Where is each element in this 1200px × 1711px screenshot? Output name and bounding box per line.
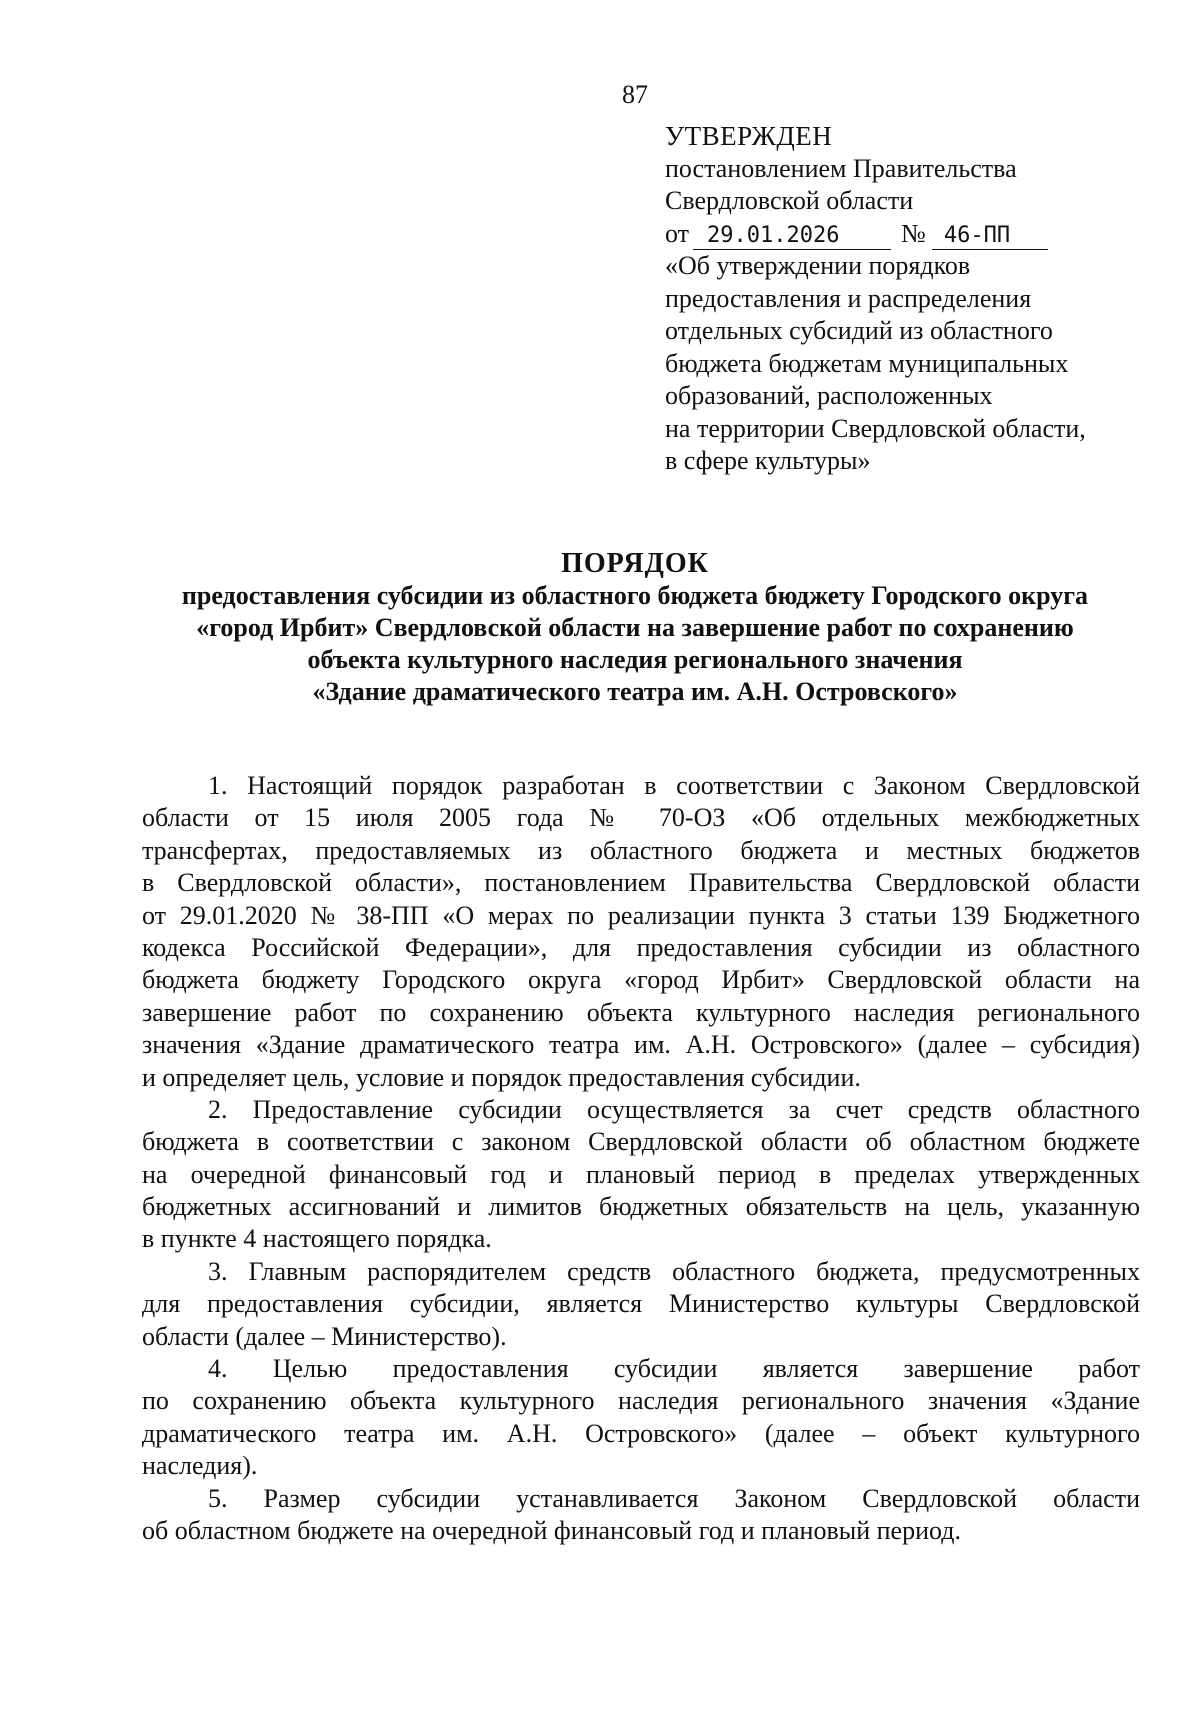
from-label: от xyxy=(665,218,690,248)
paragraph-line: бюджета в соответствии с законом Свердловской области об областном бюджете xyxy=(142,1127,1140,1157)
paragraph-line: для предоставления субсидии, является Министерство культуры Свердловской xyxy=(142,1289,1140,1319)
paragraph-line: значения «Здание драматического театра им. А.Н. Островского» (далее – субсидия) xyxy=(142,1030,1140,1060)
paragraph-line: области от 15 июля 2005 года № 70-ОЗ «Об отдельных межбюджетных xyxy=(142,803,1140,833)
paragraph-line: 5. Размер субсидии устанавливается Законом Свердловской области xyxy=(208,1483,1140,1513)
subject-line: бюджета бюджетам муниципальных xyxy=(665,348,1069,378)
paragraph-line: в Свердловской области», постановлением Правительства Свердловской области xyxy=(142,868,1140,898)
document-heading: ПОРЯДОК xyxy=(561,548,709,579)
title-line: предоставления субсидии из областного бюджета бюджету Городского округа xyxy=(181,581,1089,610)
paragraph-4 xyxy=(142,1353,1140,1483)
paragraph-line: на очередной финансовый год и плановый период в пределах утвержденных xyxy=(142,1159,1140,1189)
document-title-block xyxy=(130,548,1140,708)
approval-stamp xyxy=(665,120,1165,478)
approved-label: УТВЕРЖДЕН xyxy=(665,121,833,151)
paragraph-line: от 29.01.2020 № 38-ПП «О мерах по реализации пункта 3 статьи 139 Бюджетного xyxy=(142,900,1140,930)
paragraph-line: области (далее – Министерство). xyxy=(142,1321,507,1351)
page-number: 87 xyxy=(622,80,648,109)
number-label: № xyxy=(901,218,926,248)
paragraph-line: бюджетных ассигнований и лимитов бюджетных обязательств на цель, указанную xyxy=(142,1192,1140,1222)
paragraph-line: 2. Предоставление субсидии осуществляется за счет средств областного xyxy=(208,1094,1140,1124)
paragraph-line: 1. Настоящий порядок разработан в соответствии с Законом Свердловской xyxy=(208,771,1140,800)
subject-line: «Об утверждении порядков xyxy=(665,251,971,280)
title-line: «Здание драматического театра им. А.Н. Островского» xyxy=(312,677,958,706)
subject-line: в сфере культуры» xyxy=(665,446,871,475)
paragraph-line: драматического театра им. А.Н. Островского» (далее – объект культурного xyxy=(142,1418,1140,1448)
paragraph-line: в пункте 4 настоящего порядка. xyxy=(142,1224,492,1254)
paragraph-line: бюджета бюджету Городского округа «город Ирбит» Свердловской области на xyxy=(142,965,1140,995)
paragraph-line: и определяет цель, условие и порядок предоставления субсидии. xyxy=(142,1062,861,1092)
paragraph-line: завершение работ по сохранению объекта культурного наследия регионального xyxy=(142,997,1140,1027)
approval-line-1: постановлением Правительства xyxy=(665,153,1017,183)
paragraph-line: трансфертах, предоставляемых из областного бюджета и местных бюджетов xyxy=(142,835,1140,865)
approval-line-2: Свердловской области xyxy=(665,186,914,215)
subject-line: предоставления и распределения xyxy=(665,283,1032,313)
document-body xyxy=(142,770,1140,1547)
subject-line: образований, расположенных xyxy=(665,381,993,410)
paragraph-line: кодекса Российской Федерации», для предоставления субсидии из областного xyxy=(142,932,1140,962)
paragraph-5 xyxy=(142,1483,1140,1548)
title-line: «город Ирбит» Свердловской области на завершение работ по сохранению xyxy=(196,613,1074,642)
title-line: объекта культурного наследия регионального значения xyxy=(307,645,963,674)
paragraph-1 xyxy=(142,770,1140,1094)
resolution-number: 46-ПП xyxy=(932,223,1048,250)
paragraph-line: 3. Главным распорядителем средств областного бюджета, предусмотренных xyxy=(208,1256,1140,1286)
paragraph-line: об областном бюджете на очередной финансовый год и плановый период. xyxy=(142,1515,961,1545)
paragraph-3 xyxy=(142,1256,1140,1353)
paragraph-line: 4. Целью предоставления субсидии является завершение работ xyxy=(208,1354,1140,1384)
subject-line: на территории Свердловской области, xyxy=(665,413,1086,443)
paragraph-2 xyxy=(142,1094,1140,1256)
date-number-row xyxy=(665,218,1165,251)
paragraph-line: наследия). xyxy=(142,1451,258,1481)
resolution-date: 29.01.2026 xyxy=(693,223,891,250)
subject-line: отдельных субсидий из областного xyxy=(665,316,1053,345)
paragraph-line: по сохранению объекта культурного наследия регионального значения «Здание xyxy=(142,1386,1140,1416)
